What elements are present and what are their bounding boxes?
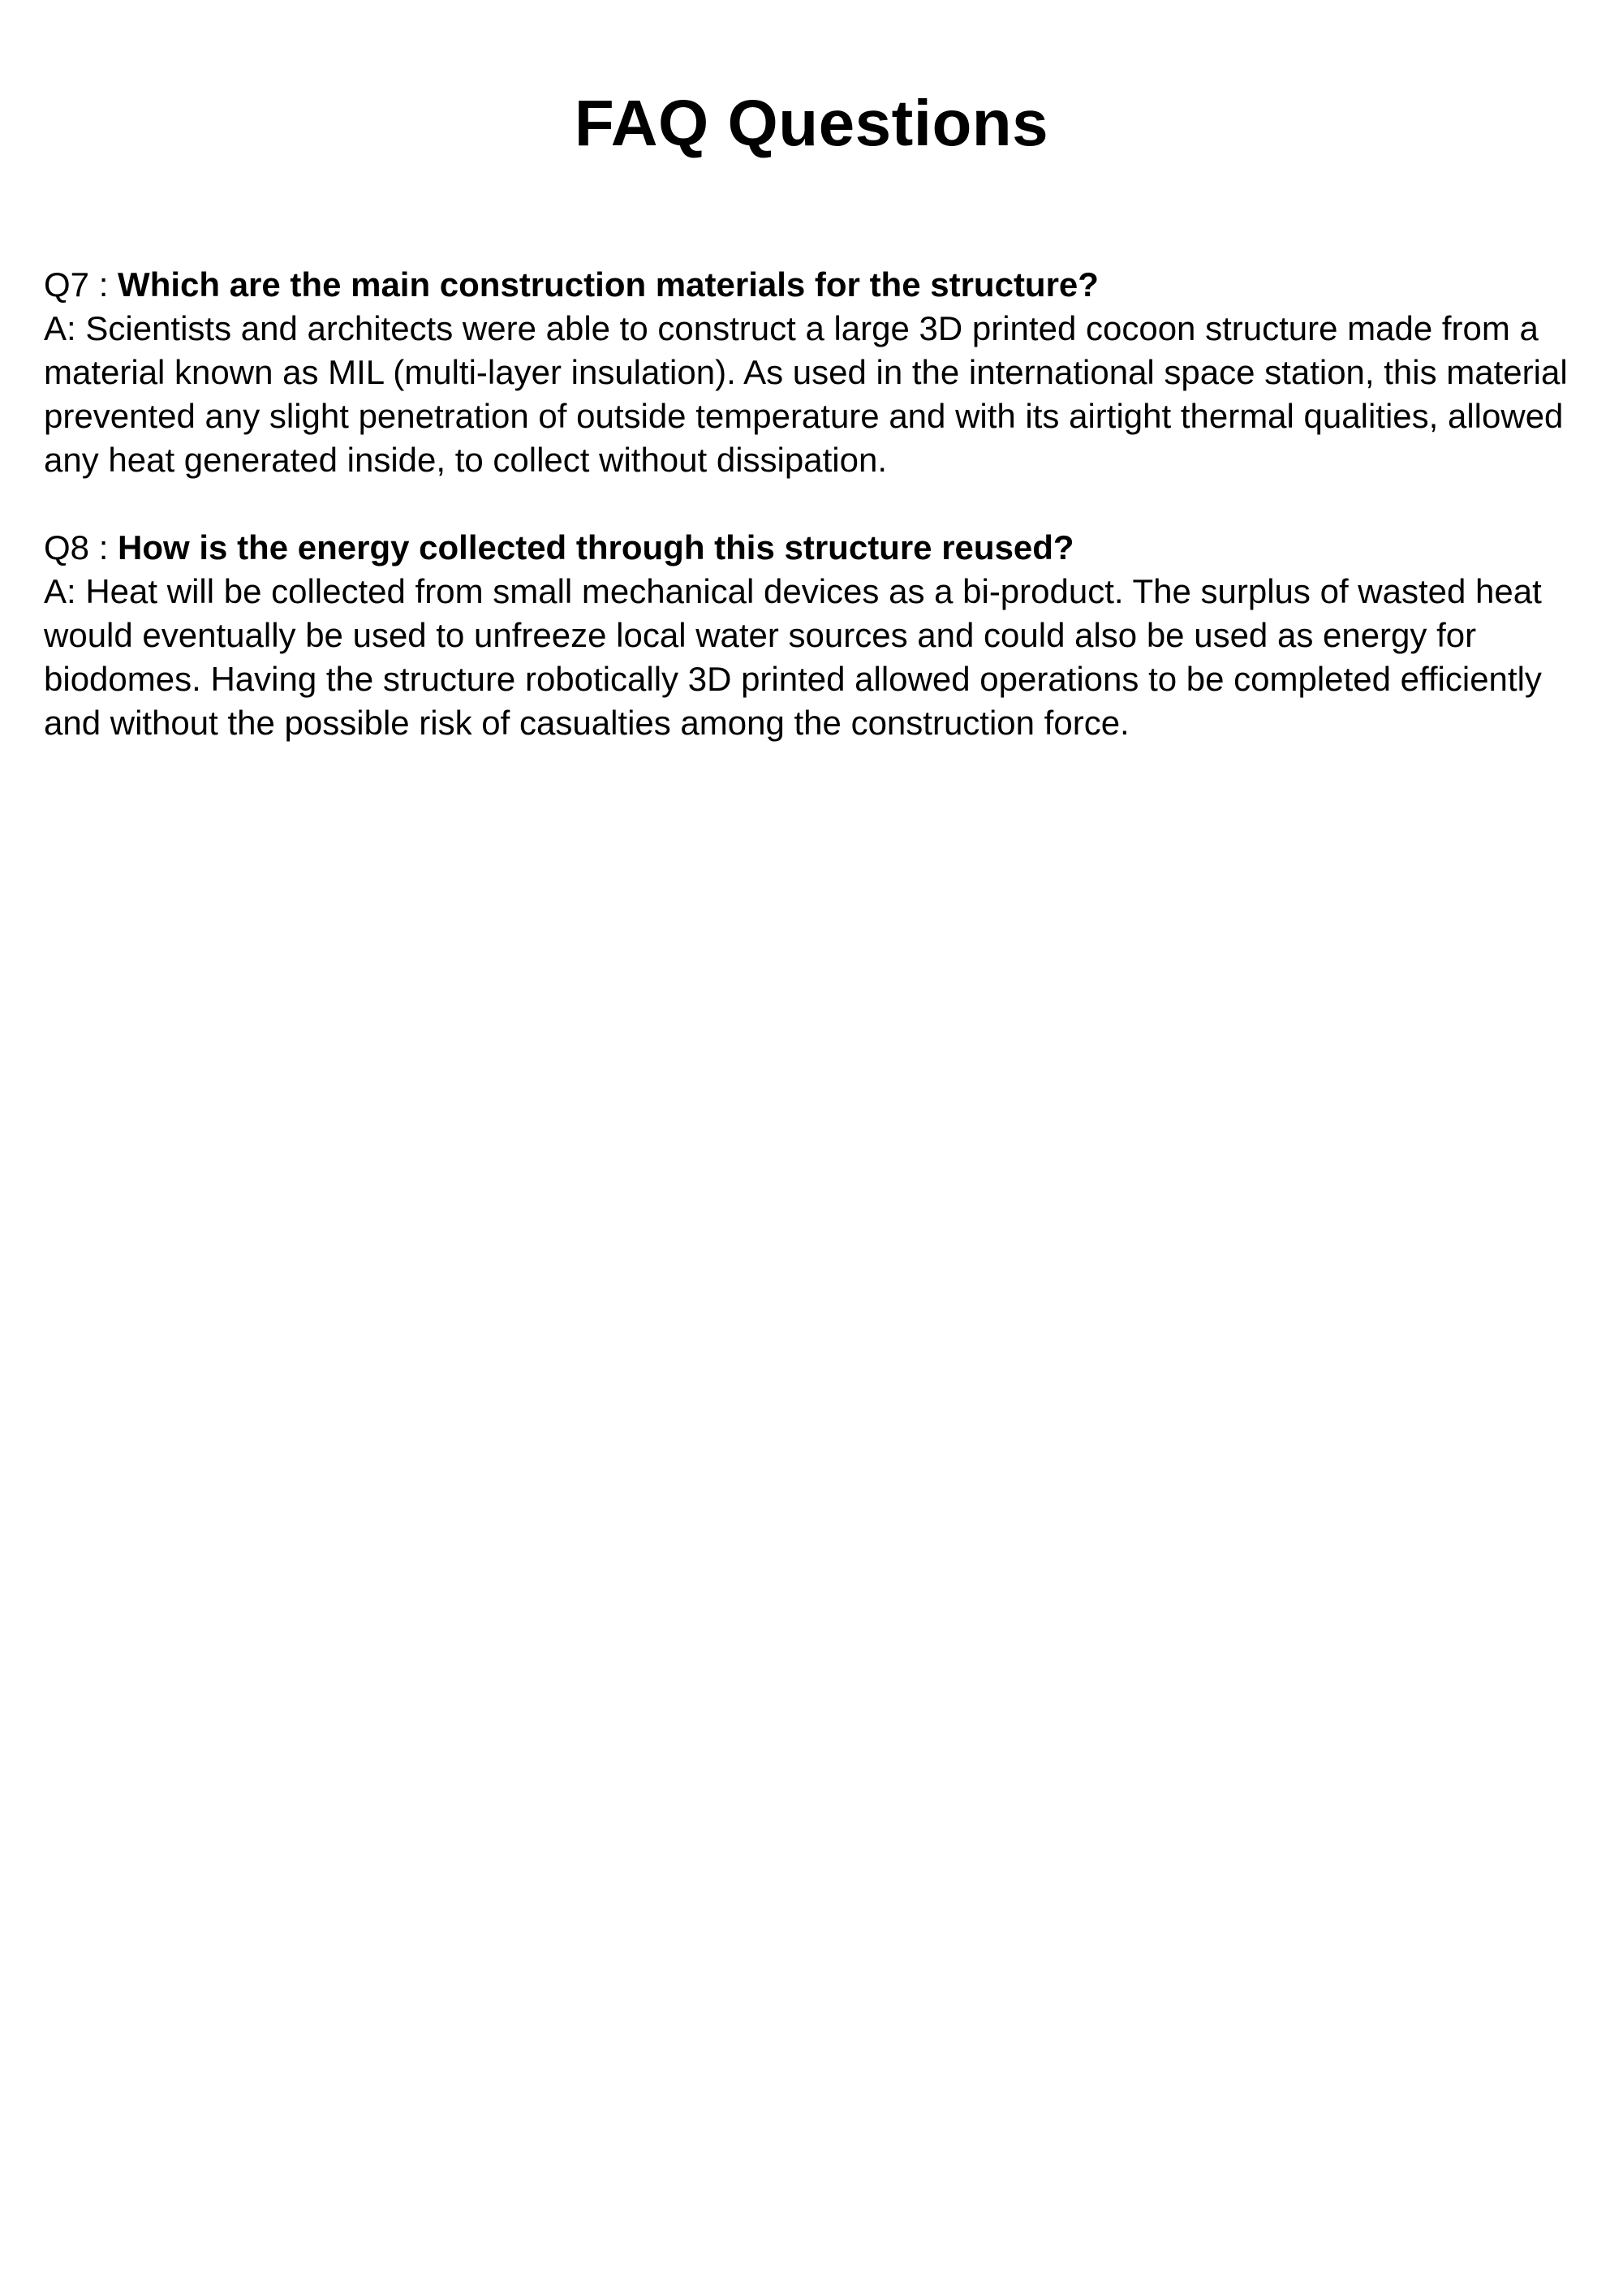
faq-question — [44, 526, 1579, 570]
faq-list — [44, 263, 1579, 745]
question-label: Q8 : — [44, 528, 118, 566]
question-text: How is the energy collected through this structure reused? — [118, 528, 1074, 566]
page-title: FAQ Questions — [574, 87, 1049, 159]
faq-item-q7 — [44, 263, 1579, 482]
faq-answer: A: Scientists and architects were able to construct a large 3D printed cocoon structure made from a material known as MIL (multi-layer insulation). As used in the international space station, this material prevented any slight penetration of outside temperature and with its airtight thermal qualities, allowed any heat generated inside, to collect without dissipation. — [44, 309, 1568, 479]
faq-answer: A: Heat will be collected from small mechanical devices as a bi-product. The surplus of wasted heat would eventually be used to unfreeze local water sources and could also be used as energy for biodomes. Having the structure robotically 3D printed allowed operations to be completed efficiently and without the possible risk of casualties among the construction force. — [44, 572, 1542, 742]
faq-question — [44, 263, 1579, 307]
faq-item-q8 — [44, 526, 1579, 745]
question-label: Q7 : — [44, 265, 118, 304]
question-text: Which are the main construction materials for the structure? — [118, 265, 1099, 304]
